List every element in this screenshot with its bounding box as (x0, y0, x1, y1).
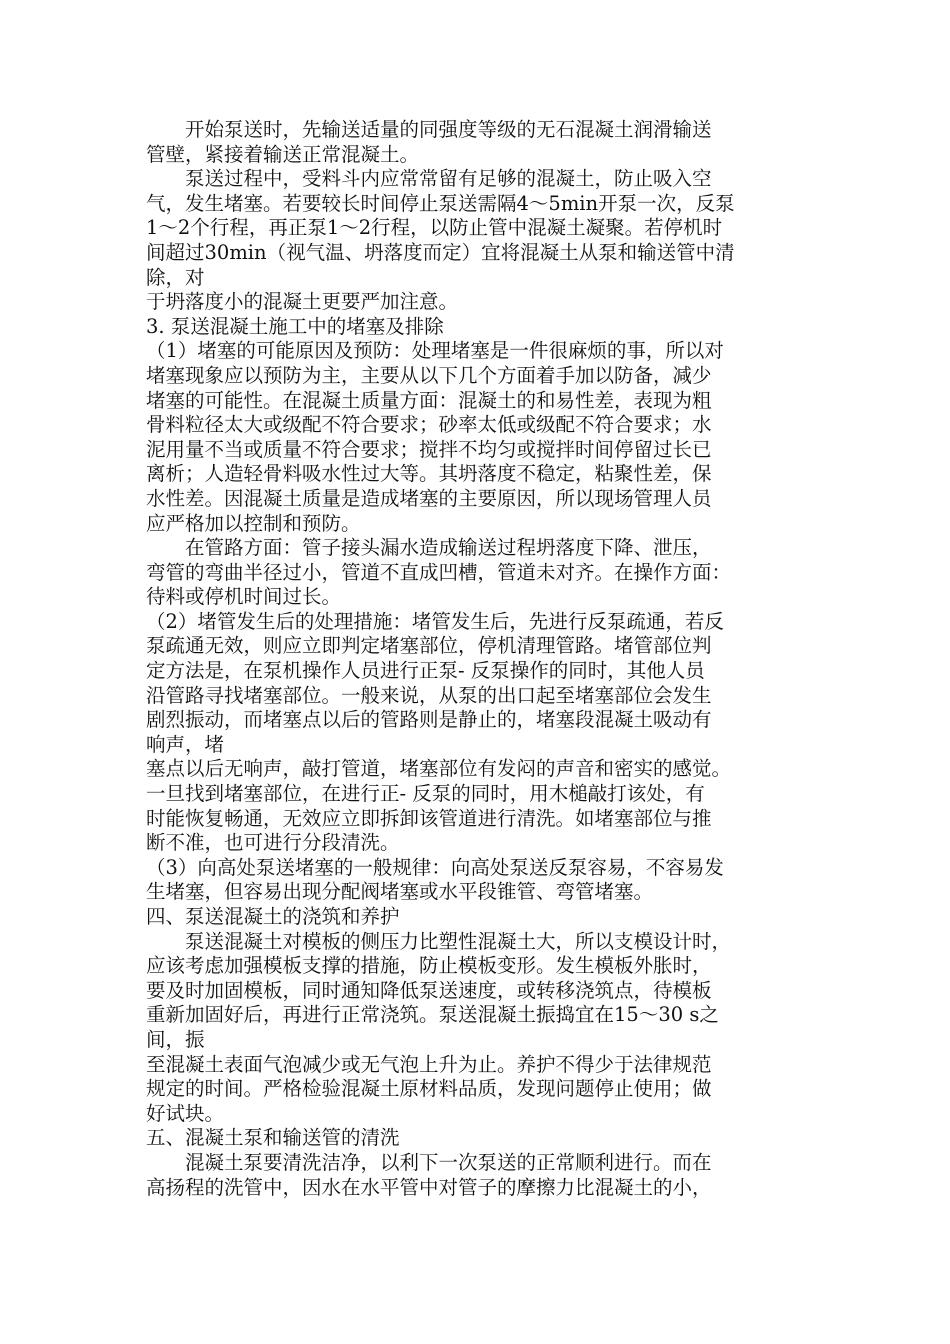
text-line: 剧烈振动，而堵塞点以后的管路则是静止的，堵塞段混凝土吸动有 (146, 708, 712, 732)
text-line: 气，发生堵塞。若要较长时间停止泵送需隔4～5min开泵一次，反泵 (146, 191, 735, 215)
section-heading: 3. 泵送混凝土施工中的堵塞及排除 (146, 314, 444, 338)
text-line: 在管路方面：管子接头漏水造成输送过程坍落度下降、泄压， (185, 536, 712, 560)
text-line: 堵塞的可能性。在混凝土质量方面：混凝土的和易性差，表现为粗 (146, 388, 712, 412)
text-line: 管壁，紧接着输送正常混凝土。 (146, 142, 420, 166)
text-line: 规定的时间。严格检验混凝土原材料品质，发现问题停止使用；做 (146, 1077, 712, 1101)
text-line: 泵疏通无效，则应立即判定堵塞部位，停机清理管路。堵管部位判 (146, 634, 712, 658)
text-line: 沿管路寻找堵塞部位。一般来说，从泵的出口起至堵塞部位会发生 (146, 683, 712, 707)
text-line: 待料或停机时间过长。 (146, 585, 342, 609)
text-line: 间，振 (146, 1027, 205, 1051)
section-heading: 五、混凝土泵和输送管的清洗 (146, 1126, 400, 1150)
text-line: 断不准，也可进行分段清洗。 (146, 831, 400, 855)
text-line: 时能恢复畅通，无效应立即拆卸该管道进行清洗。如堵塞部位与推 (146, 806, 712, 830)
text-line: 一旦找到堵塞部位，在进行正- 反泵的同时，用木槌敲打该处，有 (146, 782, 705, 806)
text-line: 应严格加以控制和预防。 (146, 511, 361, 535)
text-line: （1）堵塞的可能原因及预防：处理堵塞是一件很麻烦的事，所以对 (146, 339, 724, 363)
text-line: 响声，堵 (146, 732, 225, 756)
text-line: 应该考虑加强模板支撑的措施，防止模板变形。发生模板外胀时， (146, 954, 712, 978)
text-line: 好试块。 (146, 1101, 225, 1125)
text-line: （3）向高处泵送堵塞的一般规律：向高处泵送反泵容易，不容易发 (146, 855, 724, 879)
text-line: 于坍落度小的混凝土更要严加注意。 (146, 290, 459, 314)
text-line: 开始泵送时，先输送适量的同强度等级的无石混凝土润滑输送 (185, 118, 712, 141)
text-line: 骨料粒径太大或级配不符合要求；砂率太低或级配不符合要求；水 (146, 413, 712, 437)
text-line: 泥用量不当或质量不符合要求；搅拌不均匀或搅拌时间停留过长已 (146, 437, 712, 461)
text-line: 堵塞现象应以预防为主，主要从以下几个方面着手加以防备，减少 (146, 363, 712, 387)
text-line: 要及时加固模板，同时通知降低泵送速度，或转移浇筑点，待模板 (146, 978, 712, 1002)
text-line: 定方法是，在泵机操作人员进行正泵- 反泵操作的同时，其他人员 (146, 659, 705, 683)
text-line: 弯管的弯曲半径过小，管道不直成凹槽，管道未对齐。在操作方面： (146, 560, 732, 584)
text-line: 水性差。因混凝土质量是造成堵塞的主要原因，所以现场管理人员 (146, 486, 712, 510)
text-line: 离析；人造轻骨料吸水性过大等。其坍落度不稳定，粘聚性差，保 (146, 462, 712, 486)
text-line: 生堵塞，但容易出现分配阀堵塞或水平段锥管、弯管堵塞。 (146, 880, 654, 904)
section-heading: 四、泵送混凝土的浇筑和养护 (146, 905, 400, 928)
text-line: 除，对 (146, 265, 205, 289)
text-line: 塞点以后无响声，敲打管道，堵塞部位有发闷的声音和密实的感觉。 (146, 757, 732, 781)
text-line: 间超过30min（视气温、坍落度而定）宜将混凝土从泵和输送管中清 (146, 240, 735, 264)
text-line: 1～2个行程，再正泵1～2行程，以防止管中混凝土凝聚。若停机时 (146, 216, 723, 240)
text-line: 泵送过程中，受料斗内应常常留有足够的混凝土，防止吸入空 (185, 167, 712, 191)
document-body (146, 118, 811, 1200)
text-line: 泵送混凝土对模板的侧压力比塑性混凝土大，所以支模设计时， (185, 929, 732, 953)
text-line: 至混凝土表面气泡减少或无气泡上升为止。养护不得少于法律规范 (146, 1052, 712, 1076)
text-line: 高扬程的洗管中，因水在水平管中对管子的摩擦力比混凝土的小， (146, 1175, 712, 1199)
text-line: 重新加固好后，再进行正常浇筑。泵送混凝土振捣宜在15～30 s之 (146, 1003, 719, 1027)
text-line: （2）堵管发生后的处理措施：堵管发生后，先进行反泵疏通，若反 (146, 609, 724, 633)
text-line: 混凝土泵要清洗洁净，以利下一次泵送的正常顺利进行。而在 (185, 1150, 712, 1174)
